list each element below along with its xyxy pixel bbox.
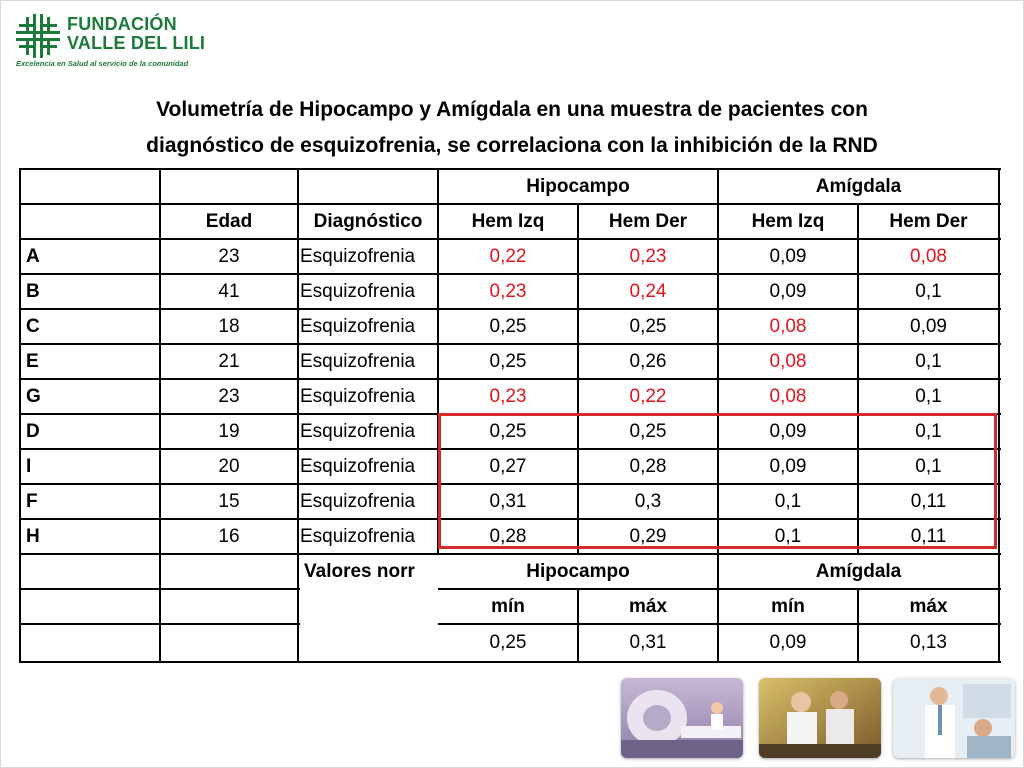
volume-cell: 0,23 [489, 280, 527, 302]
logo-name-line1: FUNDACIÓN [67, 14, 177, 34]
grid-line [159, 168, 161, 663]
normal-value: 0,25 [489, 632, 527, 653]
volume-cell: 0,08 [769, 315, 807, 337]
normal-max-label: máx [909, 595, 948, 617]
grid-line [857, 588, 859, 663]
row-label: D [26, 420, 40, 442]
volume-cell: 0,09 [910, 315, 947, 337]
grid-line [20, 203, 1001, 205]
diagnosis-cell: Esquizofrenia [300, 280, 416, 302]
volume-cell: 0,22 [629, 385, 667, 407]
logo [16, 12, 206, 72]
column-header-6: Hem Der [889, 210, 968, 232]
volume-cell: 0,1 [915, 280, 942, 302]
volume-cell: 0,1 [915, 385, 942, 407]
slide-title [40, 92, 984, 164]
volume-cell: 0,23 [629, 245, 667, 267]
normal-min-label: mín [771, 595, 805, 617]
age-cell: 15 [218, 490, 240, 512]
grid-line [19, 168, 21, 663]
volume-cell: 0,25 [629, 315, 667, 337]
age-cell: 23 [218, 385, 240, 407]
logo-name [67, 15, 205, 53]
volume-cell: 0,1 [915, 420, 942, 442]
row-label: C [26, 315, 40, 337]
diagnosis-cell: Esquizofrenia [300, 385, 416, 407]
normal-max-label: máx [628, 595, 668, 617]
normal-min-label: mín [491, 595, 525, 617]
volume-cell: 0,1 [774, 525, 802, 547]
volume-cell: 0,25 [489, 350, 527, 372]
diagnosis-cell: Esquizofrenia [300, 490, 416, 512]
diagnosis-cell: Esquizofrenia [300, 350, 416, 372]
grid-line [20, 343, 1001, 345]
normal-values-label: Valores norr [304, 560, 415, 582]
header-hipocampo: Hipocampo [526, 175, 630, 197]
row-label: I [26, 455, 32, 477]
doctor-patient-photo [893, 678, 1015, 758]
normal-amigdala-header: Amígdala [815, 560, 902, 582]
grid-line [438, 588, 1001, 590]
age-cell: 16 [218, 525, 240, 547]
volume-cell: 0,1 [915, 350, 942, 372]
grid-line [20, 168, 1001, 170]
volume-cell: 0,28 [629, 455, 667, 477]
volume-cell: 0,09 [769, 420, 807, 442]
diagnosis-cell: Esquizofrenia [300, 315, 416, 337]
grid-line [20, 273, 1001, 275]
normal-hipocampo-header: Hipocampo [526, 560, 630, 582]
volume-cell: 0,27 [489, 455, 527, 477]
grid-line [438, 623, 1001, 625]
diagnosis-cell: Esquizofrenia [300, 525, 416, 547]
grid-line [20, 661, 1001, 663]
volume-cell: 0,28 [489, 525, 527, 547]
normal-value: 0,09 [769, 632, 807, 653]
row-label: B [26, 280, 40, 302]
volume-cell: 0,26 [629, 350, 667, 372]
lab-technicians-photo [759, 678, 881, 758]
logo-tagline: Excelencia en Salud al servicio de la comunidad [16, 59, 189, 68]
age-cell: 41 [218, 280, 240, 302]
column-header-1: Edad [205, 210, 253, 232]
highlight-box [438, 413, 997, 549]
volume-cell: 0,11 [910, 525, 947, 547]
volume-cell: 0,1 [915, 455, 942, 477]
volume-cell: 0,11 [910, 490, 947, 512]
grid-line [20, 378, 1001, 380]
grid-line [577, 588, 579, 663]
row-label: H [26, 525, 40, 547]
radiotherapy-photo [621, 678, 743, 758]
volume-cell: 0,09 [769, 455, 807, 477]
volume-cell: 0,25 [629, 420, 667, 442]
volume-cell: 0,09 [769, 245, 807, 267]
normal-value: 0,31 [629, 632, 667, 653]
volume-cell: 0,22 [489, 245, 527, 267]
normal-value: 0,13 [910, 632, 947, 653]
title-line-1: Volumetría de Hipocampo y Amígdala en una muestra de pacientes con [156, 98, 868, 121]
logo-name-line2: VALLE DEL LILI [67, 33, 206, 53]
row-label: E [26, 350, 39, 372]
grid-line [20, 308, 1001, 310]
diagnosis-cell: Esquizofrenia [300, 455, 416, 477]
grid-line [20, 553, 1001, 555]
volume-cell: 0,25 [489, 420, 527, 442]
volume-cell: 0,08 [769, 385, 807, 407]
header-amigdala: Amígdala [815, 175, 902, 197]
diagnosis-cell: Esquizofrenia [300, 420, 416, 442]
row-label: A [26, 245, 40, 267]
grid-line [297, 168, 299, 663]
cross-logo-icon [16, 14, 60, 58]
column-header-2: Diagnóstico [313, 210, 423, 232]
age-cell: 19 [218, 420, 240, 442]
diagnosis-cell: Esquizofrenia [300, 245, 416, 267]
volume-cell: 0,08 [769, 350, 807, 372]
volume-cell: 0,3 [634, 490, 662, 512]
row-label: F [26, 490, 38, 512]
column-header-3: Hem Izq [471, 210, 545, 232]
age-cell: 18 [218, 315, 240, 337]
age-cell: 23 [218, 245, 240, 267]
age-cell: 21 [218, 350, 240, 372]
volume-cell: 0,24 [629, 280, 667, 302]
title-line-2: diagnóstico de esquizofrenia, se correlaciona con la inhibición de la RND [146, 134, 878, 157]
volume-cell: 0,09 [769, 280, 807, 302]
volume-cell: 0,29 [629, 525, 667, 547]
grid-line [998, 168, 1000, 663]
column-header-5: Hem Izq [751, 210, 825, 232]
row-label: G [26, 385, 41, 407]
grid-line [20, 238, 1001, 240]
volume-cell: 0,23 [489, 385, 527, 407]
age-cell: 20 [218, 455, 240, 477]
volume-cell: 0,31 [489, 490, 527, 512]
volume-cell: 0,08 [910, 245, 947, 267]
volume-cell: 0,1 [774, 490, 802, 512]
column-header-4: Hem Der [608, 210, 688, 232]
volume-cell: 0,25 [489, 315, 527, 337]
